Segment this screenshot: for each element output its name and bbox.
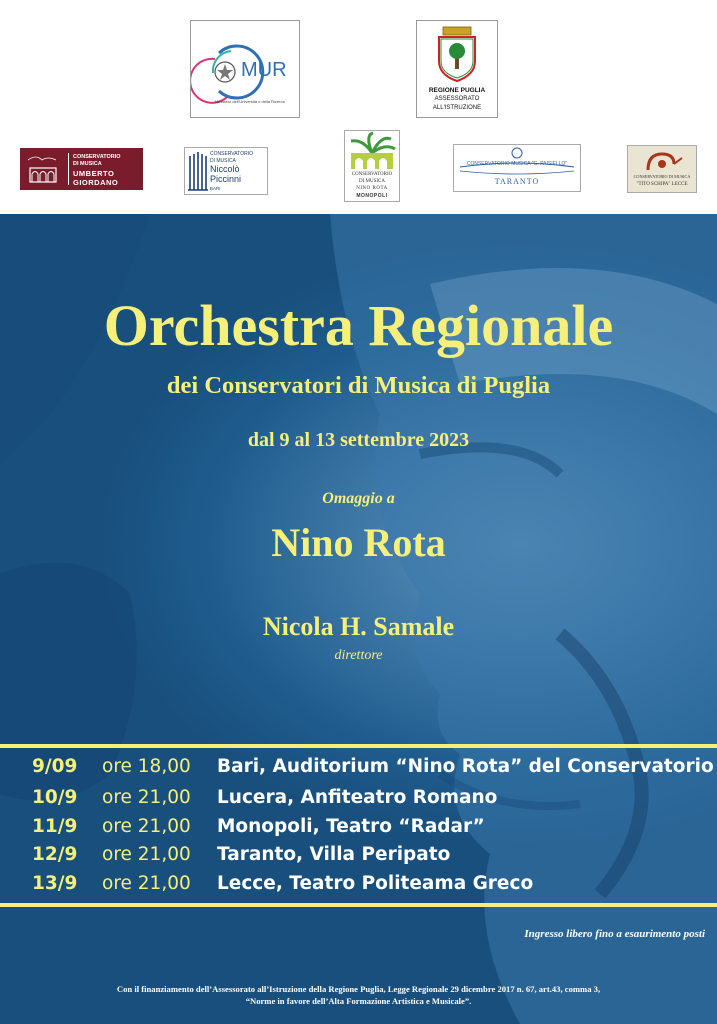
schedule-date: 13/9 [32, 873, 78, 894]
schedule-bottom-rule [0, 903, 717, 907]
piccinni-line4: Piccinni [210, 174, 242, 184]
schedule-date: 12/9 [32, 844, 78, 865]
main-title: Orchestra Regionale [103, 293, 614, 358]
schedule-venue: Monopoli, Teatro “Radar” [217, 816, 485, 837]
schipa-line1: CONSERVATORIO DI MUSICA [633, 174, 691, 179]
schedule-time: ore 21,00 [102, 873, 191, 894]
regione-puglia-logo [416, 20, 498, 118]
schedule-time: ore 18,00 [102, 756, 191, 777]
schipa-logo [627, 145, 697, 193]
schipa-line2: "TITO SCHIPA" LECCE [636, 182, 688, 187]
funding-line-1: Con il finanziamento dell’Assessorato all’Istruzione della Regione Puglia, Legge Regionale 29 dicembre 2017 n. 67, art.43, comma 3, [116, 984, 601, 994]
schedule-venue: Taranto, Villa Peripato [217, 844, 451, 865]
schedule-venue: Lecce, Teatro Politeama Greco [217, 873, 534, 894]
rota-palm-icon [345, 131, 399, 171]
admission-note: Ingresso libero fino a esaurimento posti [524, 928, 705, 940]
paisiello-logo [453, 144, 581, 192]
honoree-name: Nino Rota [271, 520, 446, 565]
piccinni-line5: BARI [210, 186, 221, 191]
regione-puglia-crest-icon [417, 23, 497, 83]
rota-line1: CONSERVATORIO [351, 172, 393, 177]
piccinni-line3: Niccolò [210, 164, 240, 174]
giordano-line1: CONSERVATORIO [73, 154, 121, 160]
giordano-logo [20, 148, 143, 190]
schedule-date: 11/9 [32, 816, 78, 837]
puglia-line2: ASSESSORATO [434, 96, 480, 102]
conductor-role: direttore [334, 648, 383, 663]
tribute-label: Omaggio a [322, 490, 395, 507]
schedule-date: 9/09 [32, 756, 78, 777]
piccinni-line1: CONSERVATORIO [210, 151, 253, 157]
piccinni-organ-icon [187, 150, 209, 194]
piccinni-logo [184, 147, 268, 195]
rota-line2: DI MUSICA [359, 179, 385, 184]
schedule-time: ore 21,00 [102, 844, 191, 865]
conductor-name: Nicola H. Samale [262, 612, 455, 641]
schedule-time: ore 21,00 [102, 816, 191, 837]
logo-strip [0, 0, 717, 214]
funding-line-2: “Norme in favore dell’Alta Formazione Artistica e Musicale”. [245, 996, 472, 1006]
poster-area [0, 214, 717, 1024]
mur-caption: Ministero dell'Università e della Ricerca [215, 99, 285, 104]
piccinni-line2: DI MUSICA [210, 158, 236, 164]
puglia-line1: REGIONE PUGLIA [428, 87, 486, 94]
giordano-building-icon [20, 148, 68, 190]
rota-line4: MONOPOLI [356, 193, 388, 199]
schedule-venue: Bari, Auditorium “Nino Rota” del Conservatorio [217, 756, 714, 777]
event-dates: dal 9 al 13 settembre 2023 [247, 429, 470, 451]
paisiello-line1: CONSERVATORIO MUSICA "G. PAISIELLO" [466, 161, 568, 167]
schedule-top-rule [0, 744, 717, 748]
schedule-venue: Lucera, Anfiteatro Romano [217, 787, 498, 808]
mur-logo [190, 20, 300, 118]
paisiello-line2: TARANTO [494, 177, 540, 186]
giordano-line2: DI MUSICA [73, 161, 102, 167]
rota-line3: NINO ROTA [356, 186, 388, 191]
schedule-time: ore 21,00 [102, 787, 191, 808]
subtitle: dei Conservatori di Musica di Puglia [166, 372, 551, 399]
schedule-date: 10/9 [32, 787, 78, 808]
mur-wordmark: MUR [241, 59, 287, 81]
schipa-emblem-icon [628, 146, 696, 176]
rota-logo [344, 130, 400, 202]
giordano-line3: UMBERTO [73, 169, 115, 178]
giordano-line4: GIORDANO [73, 178, 119, 187]
puglia-line3: ALL'ISTRUZIONE [432, 105, 482, 111]
